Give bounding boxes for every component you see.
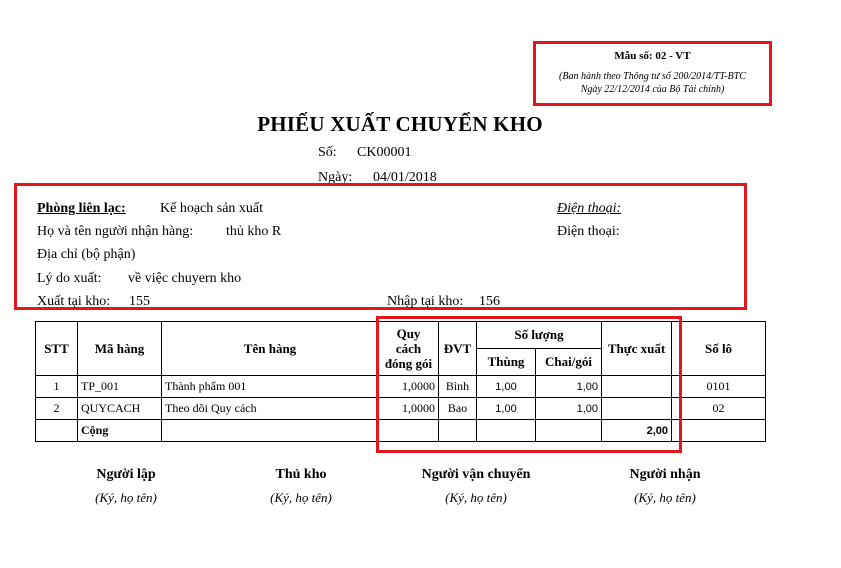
cell-stt: 1 [36,376,78,398]
total-value: 2,00 [602,420,672,442]
header-thuc-xuat: Thực xuất [602,322,672,376]
ly-do-label: Lý do xuất: [37,271,102,286]
so-label: Số: [318,145,337,160]
cell-so-lo: 02 [672,398,766,420]
header-thung: Thùng [477,349,536,376]
cell-ten-hang: Theo dõi Quy cách [162,398,379,420]
total-empty-cell [672,420,766,442]
ngay-value: 04/01/2018 [373,170,437,185]
signature-sub-nguoi-van-chuyen: (Ký, họ tên) [445,490,507,505]
cell-ten-hang: Thành phẩm 001 [162,376,379,398]
cell-so-lo: 0101 [672,376,766,398]
header-quy-cach-line2: cách [395,341,422,356]
header-ten-hang: Tên hàng [162,322,379,376]
form-number: Mẫu số: 02 - VT [614,50,691,62]
nhap-kho-label: Nhập tại kho: [387,294,464,309]
cell-stt: 2 [36,398,78,420]
dien-thoai-label-2: Điện thoại: [557,224,620,239]
form-note-line1: (Ban hành theo Thông tư số 200/2014/TT-BTC [559,71,746,82]
cell-chai-goi: 1,00 [536,376,602,398]
dien-thoai-label-1: Điện thoại: [557,201,622,216]
header-quy-cach-line1: Quy [396,326,421,341]
signature-sub-nguoi-lap: (Ký, họ tên) [95,490,157,505]
form-note-line2: Ngày 22/12/2014 của Bộ Tài chính) [580,84,725,95]
header-dvt: ĐVT [439,322,477,376]
xuat-kho-label: Xuất tại kho: [37,294,111,309]
form-note [533,70,772,96]
xuat-kho-value: 155 [129,294,150,309]
phong-value: Kế hoạch sản xuất [160,201,264,216]
header-chai-goi: Chai/gói [536,349,602,376]
header-stt: STT [36,322,78,376]
dia-chi-label: Địa chỉ (bộ phận) [37,247,136,262]
cell-thung: 1,00 [477,376,536,398]
so-value: CK00001 [357,145,412,160]
cell-ma-hang: QUYCACH [78,398,162,420]
total-empty-cell [162,420,379,442]
cell-ma-hang: TP_001 [78,376,162,398]
total-stt-cell [36,420,78,442]
signature-sub-thu-kho: (Ký, họ tên) [270,490,332,505]
signature-title-thu-kho: Thủ kho [275,467,327,482]
document-title: PHIẾU XUẤT CHUYỂN KHO [257,112,543,136]
cell-dvt: Bình [439,376,477,398]
phong-label: Phòng liên lạc: [37,201,126,216]
cell-quy-cach: 1,0000 [379,376,439,398]
nguoi-nhan-label: Họ và tên người nhận hàng: [37,224,194,239]
nguoi-nhan-value: thủ kho R [226,224,282,239]
cell-quy-cach: 1,0000 [379,398,439,420]
signature-sub-nguoi-nhan: (Ký, họ tên) [634,490,696,505]
header-so-lo: Số lô [672,322,766,376]
header-ma-hang: Mã hàng [78,322,162,376]
cell-dvt: Bao [439,398,477,420]
header-quy-cach-line3: đóng gói [384,356,433,371]
ngay-label: Ngày: [318,170,353,185]
total-label: Cộng [78,420,162,442]
cell-thung: 1,00 [477,398,536,420]
header-so-luong: Số lượng [477,322,602,349]
signature-title-nguoi-lap: Người lập [96,467,156,482]
table-highlight [376,316,682,453]
signature-title-nguoi-van-chuyen: Người vận chuyển [421,467,531,482]
nhap-kho-value: 156 [479,294,500,309]
cell-chai-goi: 1,00 [536,398,602,420]
ly-do-value: về việc chuyern kho [128,271,242,286]
signature-title-nguoi-nhan: Người nhận [629,467,701,482]
